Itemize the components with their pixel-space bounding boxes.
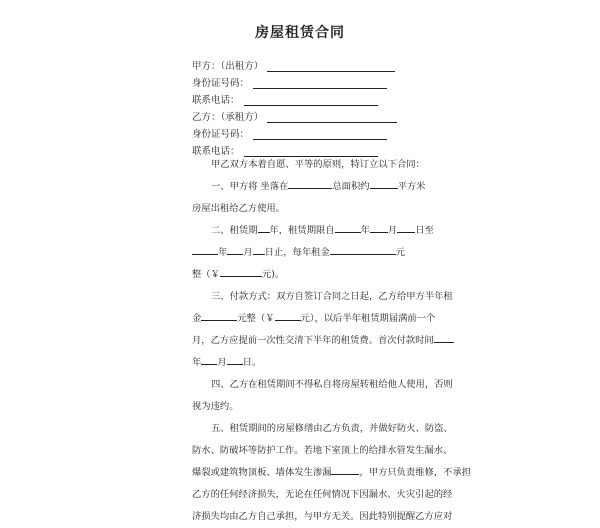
clause-2-line-1: 二、租赁期 年，租赁期限自 年 月 日至 [192, 220, 471, 242]
lessor-line [192, 56, 395, 72]
clause-4-line-1: 四、乙方在租赁期间不得私自将房屋转租给他人使用，否则 [211, 379, 453, 390]
clause-3-line-2: 金 元整（￥ 元），以后半年租赁期届满前一个 [192, 308, 471, 330]
first-pay-day-blank [227, 354, 243, 365]
end-day-blank [253, 244, 265, 255]
clause-3-line-3: 月，乙方应提前一次性交清下半年的租赁费。首次付款时间 [192, 330, 471, 352]
lessor-label: 甲方：（出租方） [192, 61, 264, 72]
clause-5-line-3: 爆裂或建筑物顶板、墙体发生渗漏 ，甲方只负责维修，不承担 [192, 462, 471, 484]
lessor-phone-blank [244, 94, 378, 106]
clause-1-line-1: 一、甲方将 坐落在 总面积约 平方米 [192, 176, 471, 198]
lessee-line [192, 107, 397, 123]
lessee-label: 乙方：（承租方） [192, 112, 264, 123]
clause-3-line-1: 三、付款方式：双方自签订合同之日起，乙方给甲方半年租 [211, 291, 453, 302]
clause-5-line-4: 乙方的任何经济损失，无论在任何情况下因漏水、火灾引起的经 [192, 489, 453, 500]
clause-5-line-5: 济损失均由乙方自己承担，与甲方无关。因此特别提醒乙方应对 [192, 511, 453, 522]
clause-1-line-2: 房屋出租给乙方使用。 [192, 203, 285, 214]
contract-title: 房屋租赁合同 [255, 25, 345, 41]
end-month-blank [227, 244, 243, 255]
leak-blank [331, 464, 359, 475]
lessor-id-line [192, 73, 387, 89]
lessor-phone-label: 联系电话： [192, 95, 240, 106]
end-year-blank [192, 244, 218, 255]
clause-2-line-3: 整（￥ 元)。 [192, 264, 471, 286]
lessee-blank [267, 111, 397, 123]
clause-3-line-4: 年 月 日。 [192, 352, 471, 374]
half-year-rent-blank [201, 310, 237, 321]
clause-5-line-1: 五、租赁期间的房屋修缮由乙方负责，并做好防火、防盗、 [211, 423, 453, 434]
half-year-rent-number-blank [275, 310, 301, 321]
lessor-blank [267, 60, 395, 72]
start-day-blank [397, 222, 415, 233]
start-month-blank [370, 222, 388, 233]
lessee-phone-label: 联系电话： [192, 146, 240, 157]
lessor-phone-line [192, 90, 378, 106]
area-blank [370, 178, 398, 189]
start-year-blank [335, 222, 361, 233]
clause-2-line-2: 年 月 日止，每年租金 元 [192, 242, 471, 264]
clause-4-line-2: 视为违约。 [192, 401, 239, 412]
lessee-id-label: 身份证号码： [192, 129, 250, 140]
address-blank [288, 178, 332, 189]
contract-body [192, 154, 471, 528]
clause-5-line-2: 防水、防破坏等防护工作。若地下室顶上的给排水管发生漏水、 [192, 445, 453, 456]
first-pay-year-blank [434, 332, 454, 343]
lessee-id-line [192, 124, 387, 140]
annual-rent-blank [330, 244, 396, 255]
first-pay-month-blank [201, 354, 217, 365]
lessee-id-blank [253, 128, 387, 140]
term-years-blank [258, 222, 270, 233]
lessor-id-label: 身份证号码： [192, 78, 250, 89]
annual-rent-number-blank [220, 266, 262, 277]
intro-line: 甲乙双方本着自愿、平等的原则，特订立以下合同： [211, 159, 425, 170]
lessor-id-blank [253, 77, 387, 89]
